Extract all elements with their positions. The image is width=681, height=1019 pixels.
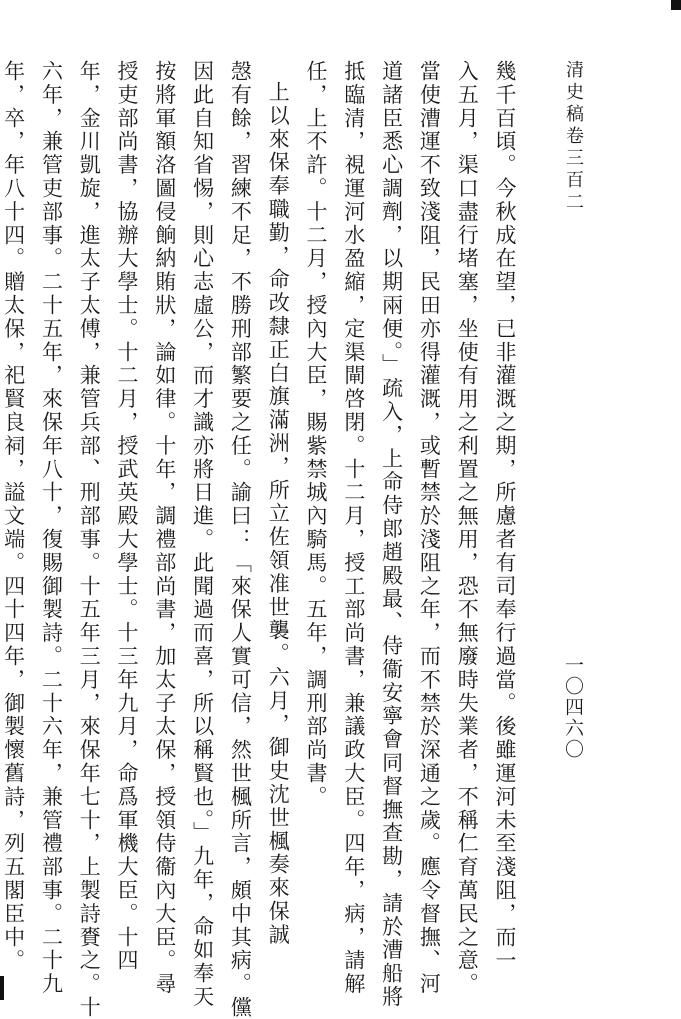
text-column: 當使漕運不致淺阻，民田亦得灌溉，或暫禁於淺阻之年，而不禁於深通之歲。應令督撫、河: [417, 60, 442, 996]
text-column: 愨有餘，習練不足，不勝刑部繁要之任。諭曰：「來保人實可信，然世楓所言，頗中其病。儻: [228, 60, 253, 1019]
text-column: 因此自知省惕，則心志虛公，而才識亦將日進。此聞過而喜，所以稱賢也。」九年，命如奉天: [190, 60, 215, 1009]
text-column: 抵臨清，視運河水盈縮，定渠閘啓閉。十二月，授工部尚書，兼議政大臣。四年，病，請解: [341, 60, 366, 996]
page-number: 一〇四六〇: [562, 655, 584, 760]
scan-corner-mark: [671, 0, 681, 10]
body-text: [1, 60, 523, 1019]
text-column: 年，金川凱旋，進太子太傅，兼管兵部、刑部事。十五年三月，來保年七十，上製詩賚之。十: [77, 60, 102, 1019]
text-column: 幾千百頃。今秋成在望，已非灌溉之期，所慮者有司奉行過當。後雖運河未至淺阻，而一: [493, 60, 517, 973]
text-column: 六年，兼管吏部事。二十五年，來保年八十，復賜御製詩。二十六年，兼管禮部事。二十九: [39, 60, 64, 996]
running-header: 清史稿卷三百二: [563, 60, 584, 214]
scan-edge-mark: [0, 976, 4, 1000]
text-column: 按將軍額洛圖侵餉納賄狀，論如律。十年，調禮部尚書，加太子太保，授領侍衞內大臣。尋: [152, 60, 177, 996]
text-column: 任，上不許。十二月，授內大臣，賜紫禁城內騎馬。五年，調刑部尚書。: [304, 60, 329, 809]
text-column: 年，卒，年八十四。贈太保，祀賢良祠，謚文端。四十四年，御製懷舊詩，列五閣臣中。: [1, 60, 26, 973]
text-column: 道諸臣悉心調劑，以期兩便。」疏入，上命侍郎趙殿最、侍衞安寧會同督撫查勘，請於漕船將: [379, 60, 404, 1009]
text-column: 上以來保奉職勤，命改隸正白旗滿洲，所立佐領准世襲。六月，御史沈世楓奏來保誠: [266, 81, 291, 947]
text-column: 授吏部尚書，協辦大學士。十二月，授武英殿大學士。十三年九月，命爲軍機大臣。十四: [115, 60, 140, 973]
text-column: 入五月，渠口盡行堵塞，坐使有用之利置之無用，恐不無廢時失業者，不稱仁育萬民之意。: [455, 60, 480, 996]
